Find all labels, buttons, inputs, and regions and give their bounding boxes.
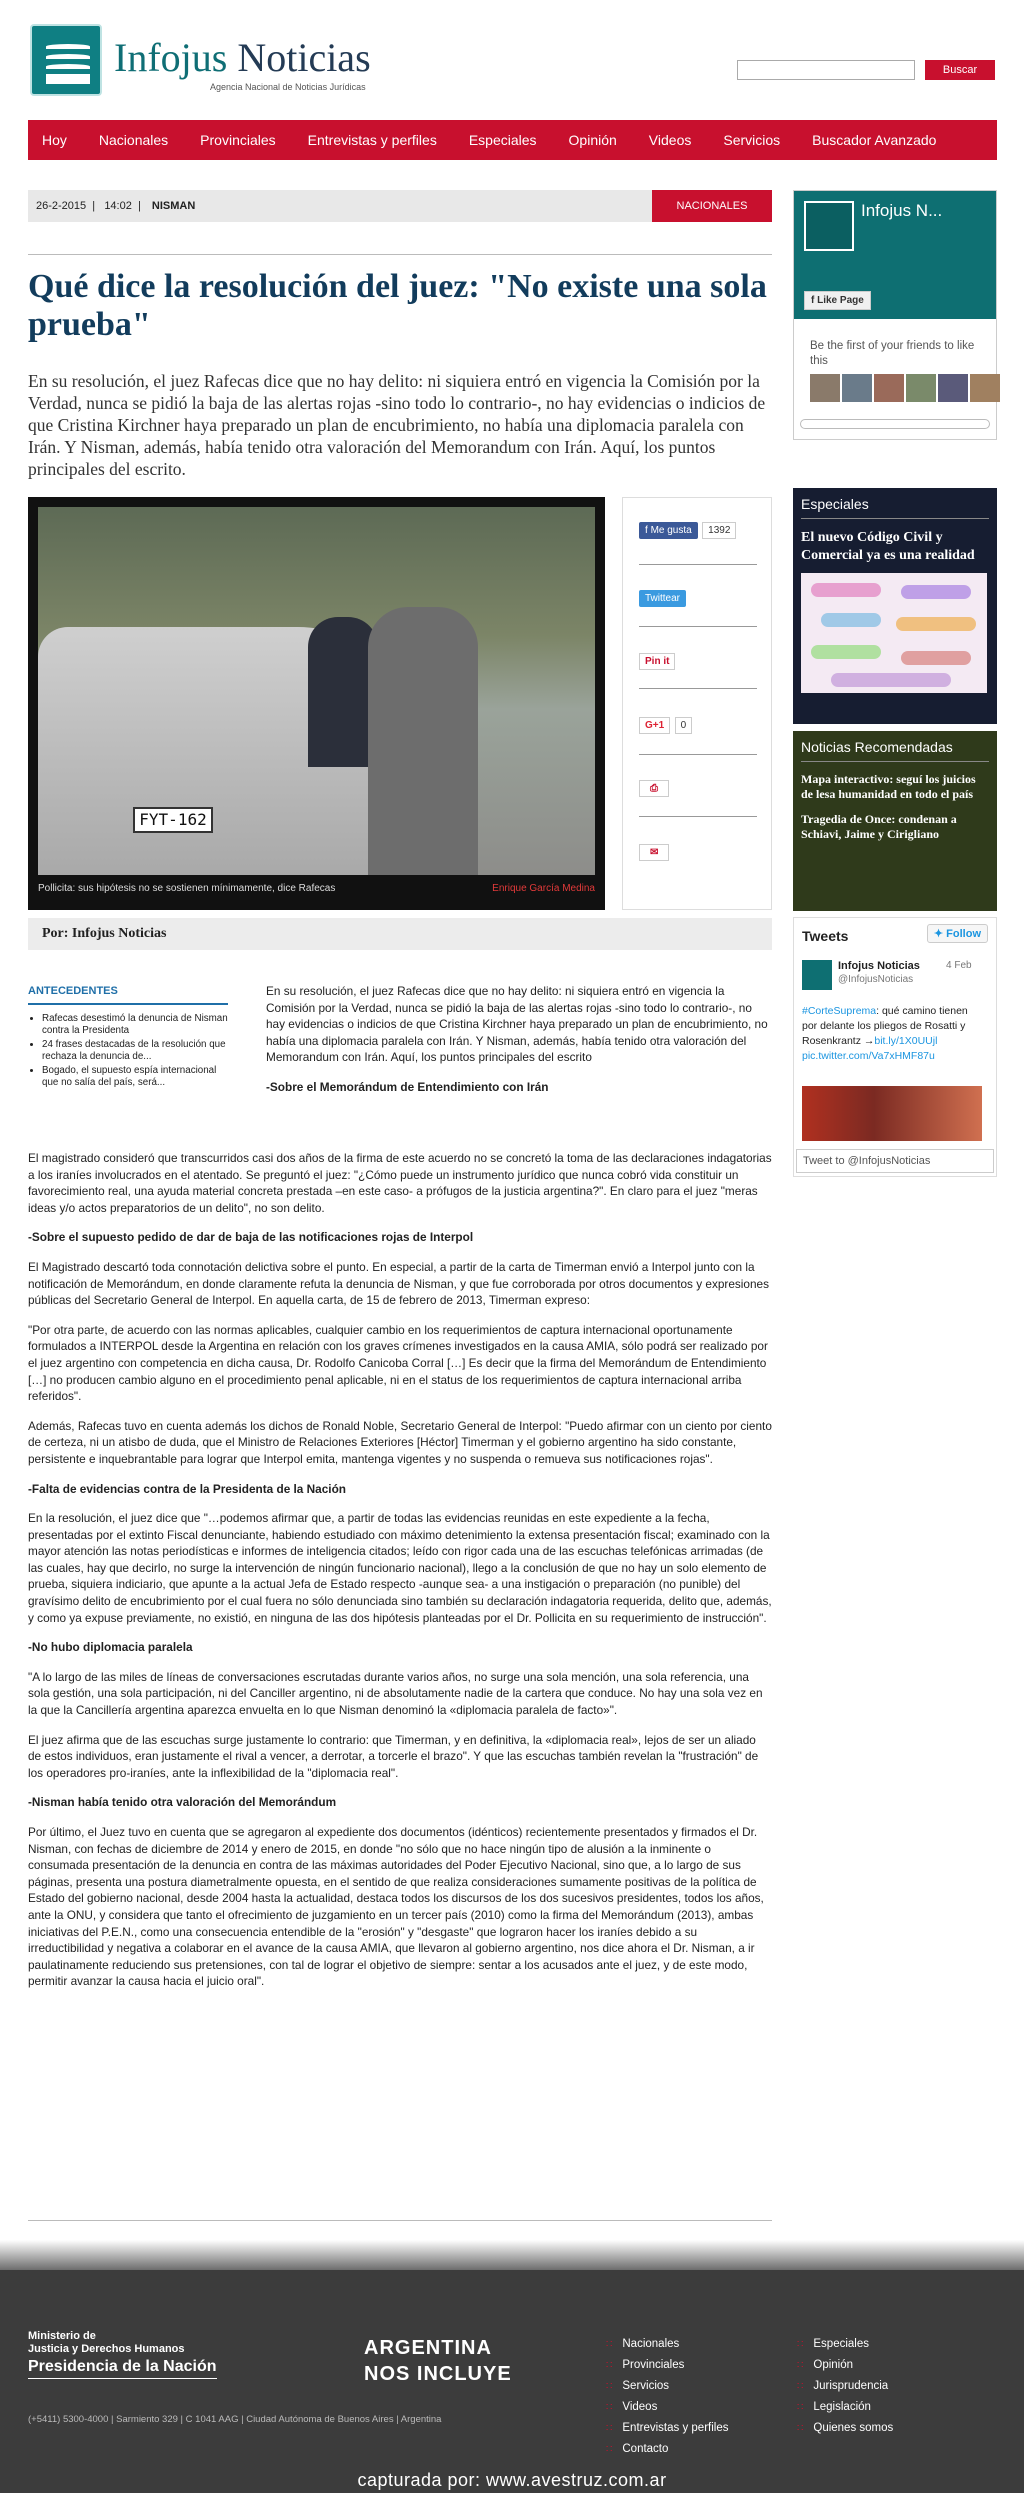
especiales-title[interactable]: El nuevo Código Civil y Comercial ya es una realidad bbox=[801, 530, 975, 563]
article-photo bbox=[28, 497, 605, 910]
antecedentes-box bbox=[28, 985, 228, 1091]
tweet-text: #CorteSuprema: qué camino tienen por delante los pliegos de Rosatti y Rosenkrantz →bit.ly/1X0UUjl pic.twitter.com/Va7xHMF87u bbox=[802, 1004, 982, 1064]
paragraph: Por último, el Juez tuvo en cuenta que se agregaron al expediente dos documentos (idénticos) recientemente presentados y firmados el Dr. Nisman, con fechas de diciembre de 2014 y enero de 2015, en donde "no sólo que no hace ningún tipo de alusión a la inminente o consumada presentación de la denuncia en contra de las máximas autoridades del Poder Ejecutivo Nacional, sino que, a lo largo de sus páginas, presenta una postura diametralmente opuesta, en el sentido de que realiza consideraciones sumamente positivas de la política de Estado del gobierno nacional, desde 2004 hasta la actualidad, destaca todos los discursos de los dos sucesivos presidentes, todos los años, ante la ONU, y considera que tanto el ofrecimiento de juzgamiento en un tercer país (2010) como la firma del Memorándum (2013), ambas iniciativas del P.E.N., como una consecuencia entendible de la "erosión" y "desgaste" que lograron hacer los iraníes debido a su irreductibilidad y negativa a colaborar en el avance de la causa AMIA, que llevaron al gobierno argentino, nos dice ahora el Dr. Nisman, a ir paulatinamente reduciendo sus pretensiones, con tal de lograr el objetivo de siempre: sentar a los acusados ante el juez, y de este modo, permitir avanzar la causa hacia el juicio oral". bbox=[28, 1825, 764, 1989]
tweet-to-input[interactable]: Tweet to @InfojusNoticias bbox=[796, 1149, 994, 1173]
facebook-page-widget bbox=[793, 190, 997, 440]
subheading: -Falta de evidencias contra de la Presidenta de la Nación bbox=[28, 1481, 346, 1496]
paragraph: En su resolución, el juez Rafecas dice que no hay delito: ni siquiera entró en vigencia la Comisión por la Verdad, nunca se pidió la baja de las alertas rojas -sino todo lo contrario-, no hay evidencias o indicios de que Cristina Kirchner haya preparado un plan de encubrimiento, no había una diplomacia paralela con Irán. Y Nisman, además, había tenido otra valoración del Memorandum con Irán. Aquí, los puntos principales del escrito bbox=[266, 984, 768, 1065]
photo-license-plate: FYT-162 bbox=[133, 807, 213, 833]
facebook-friends-text: Be the first of your friends to like this bbox=[810, 340, 975, 367]
recommended-heading: Noticias Recomendadas bbox=[801, 739, 989, 762]
photo-caption: Pollicita: sus hipótesis no se sostienen mínimamente, dice Rafecas bbox=[38, 883, 336, 894]
article-title: Qué dice la resolución del juez: "No existe una sola prueba" bbox=[28, 268, 767, 343]
site-logo[interactable] bbox=[30, 22, 410, 102]
nav-item[interactable]: Nacionales bbox=[98, 132, 169, 148]
tweet-body: : qué camino tienen por delante los pliegos de Rosatti y Rosenkrantz bbox=[802, 1005, 968, 1047]
tweet-date[interactable]: 4 Feb bbox=[946, 960, 972, 971]
friend-avatar[interactable] bbox=[906, 374, 936, 402]
footer-address: (+5411) 5300-4000 | Sarmiento 329 | C 1041 AAG | Ciudad Autónoma de Buenos Aires | Argentina bbox=[28, 2414, 442, 2425]
facebook-like-button[interactable]: f Me gusta bbox=[639, 522, 698, 539]
main-nav bbox=[28, 120, 997, 160]
photo-person bbox=[368, 607, 478, 875]
facebook-page-title[interactable]: Infojus N... bbox=[861, 201, 943, 220]
article-meta-bar bbox=[28, 190, 772, 222]
nav-item[interactable]: Opinión bbox=[568, 132, 617, 148]
pinterest-button[interactable]: Pin it bbox=[639, 653, 675, 670]
byline: Por: Infojus Noticias bbox=[28, 918, 772, 950]
tweets-heading: Tweets bbox=[802, 928, 849, 944]
tweet-link[interactable]: bit.ly/1X0UUjl bbox=[874, 1035, 938, 1047]
divider bbox=[28, 2220, 772, 2221]
friend-avatar[interactable] bbox=[842, 374, 872, 402]
section-badge[interactable]: NACIONALES bbox=[652, 190, 772, 222]
paragraph: El juez afirma que de las escuchas surge justamente lo contrario: que Timerman, y en definitiva, la «diplomacia real», lejos de ser un aliado de estos individuos, eran justamente el rival a vencer, a derrotar, a torcerle el brazo". Y que las escuchas también revelan la "frustración" de los operadores pro-iraníes, ante la inflexibilidad de la "diplomacia real". bbox=[28, 1732, 759, 1780]
google-plus-button[interactable]: G+1 bbox=[639, 717, 670, 734]
presidencia-logo[interactable]: Presidencia de la Nación bbox=[28, 2358, 217, 2379]
capture-credit: capturada por: www.avestruz.com.ar bbox=[357, 2470, 667, 2490]
recommended-link[interactable]: Mapa interactivo: seguí los juicios de lesa humanidad en todo el país bbox=[801, 772, 976, 801]
nav-item[interactable]: Videos bbox=[648, 132, 692, 148]
twitter-follow-button[interactable]: ✦ Follow bbox=[927, 924, 988, 943]
antecedentes-link[interactable]: • 24 frases destacadas de la resolución que rechaza la denuncia de... bbox=[42, 1039, 228, 1063]
facebook-friend-thumbs bbox=[810, 374, 1000, 402]
divider bbox=[639, 816, 757, 817]
divider bbox=[639, 564, 757, 565]
especiales-image[interactable] bbox=[801, 573, 987, 693]
footer-link[interactable]: ∷ Especiales bbox=[797, 2334, 893, 2355]
antecedentes-link[interactable]: • Rafecas desestimó la denuncia de Nisman contra la Presidenta bbox=[42, 1013, 228, 1037]
footer-link[interactable]: ∷ Provinciales bbox=[606, 2355, 728, 2376]
meta-separator: | bbox=[134, 200, 141, 212]
footer-link[interactable]: ∷ Legislación bbox=[797, 2397, 893, 2418]
subheading: -Sobre el supuesto pedido de dar de baja de las notificaciones rojas de Interpol bbox=[28, 1230, 474, 1245]
facebook-like-page-button[interactable]: f Like Page bbox=[804, 291, 871, 310]
brand-name: Infojus Noticias bbox=[114, 35, 371, 80]
facebook-widget-scrollbar[interactable] bbox=[800, 419, 990, 429]
article-body-intro bbox=[266, 983, 772, 1109]
footer-link[interactable]: ∷ Jurisprudencia bbox=[797, 2376, 893, 2397]
paragraph: El Magistrado descartó toda connotación delictiva sobre el punto. En especial, a partir de la carta de Timerman envió a Interpol junto con la notificación de Memorándum, en donde claramente refuta la denuncia de Nisman, y que fue corroborada por otros documentos y expresiones públicas del Secretario General de Interpol. En aquella carta, de 15 de febrero de 2013, Timerman expreso: bbox=[28, 1259, 770, 1308]
nav-item[interactable]: Buscador Avanzado bbox=[812, 132, 937, 148]
footer-link[interactable]: ∷ Quienes somos bbox=[797, 2418, 893, 2439]
divider bbox=[639, 626, 757, 627]
photo-image bbox=[38, 507, 595, 875]
tweet-author-handle[interactable]: @InfojusNoticias bbox=[838, 974, 914, 985]
twitter-timeline-widget bbox=[793, 917, 997, 1177]
especiales-box bbox=[793, 488, 997, 724]
google-plus-count: 0 bbox=[675, 717, 693, 734]
footer-link[interactable]: ∷ Opinión bbox=[797, 2355, 893, 2376]
footer-link[interactable]: ∷ Entrevistas y perfiles bbox=[606, 2418, 728, 2439]
print-icon[interactable]: ⎙ bbox=[639, 780, 669, 797]
share-column bbox=[622, 497, 772, 910]
footer-link[interactable]: ∷ Nacionales bbox=[606, 2334, 728, 2355]
article-body bbox=[28, 1150, 772, 2003]
antecedentes-link[interactable]: • Bogado, el supuesto espía internacional que no salía del país, será... bbox=[42, 1065, 228, 1089]
email-icon[interactable]: ✉ bbox=[639, 844, 669, 861]
subheading: -Nisman había tenido otra valoración del Memorándum bbox=[28, 1795, 337, 1810]
photo-credit: Enrique García Medina bbox=[492, 883, 595, 894]
tweet-media-link[interactable]: pic.twitter.com/Va7xHMF87u bbox=[802, 1050, 935, 1062]
facebook-like-count: 1392 bbox=[702, 522, 736, 539]
footer-links-col1 bbox=[606, 2334, 728, 2460]
ministry-logo[interactable]: Ministerio de Justicia y Derechos Humanos bbox=[28, 2330, 185, 2355]
footer bbox=[0, 2270, 1024, 2493]
article-lead: En su resolución, el juez Rafecas dice que no hay delito: ni siquiera entró en vigencia la Comisión por la Verdad, nunca se pidió la baja de las alertas rojas -sino todo lo contrario-, no hay evidencias o indicios de que Cristina Kirchner haya preparado un plan de encubrimiento, no había una diplomacia paralela con Irán. Y Nisman, además, había tenido otra valoración del Memorandum con Irán. Aquí, los puntos principales del escrito. bbox=[28, 371, 766, 479]
paragraph: En la resolución, el juez dice que "…podemos afirmar que, a partir de todas las evidencias reunidas en este expediente a la fecha, presentadas por el extinto Fiscal denunciante, habiendo estudiado con máximo detenimiento la extensa presentación fiscal; examinado con la mayor atención las notas periodísticas e informes de inteligencia citados; leído con rigor cada una de las escuchas telefónicas arrimadas (de las cuales, hay que decirlo, no surge la intervención de ningún funcionario nacional), llego a la conclusión de que no hay un solo elemento de prueba, siquiera indiciario, que apunte a la actual Jefa de Estado respecto -aunque sea- a una instigación o preparación (no punible) del gravísimo delito de encubrimiento por el cual fuera no sólo denunciada sino también su declaración indagatoria requerida, delito que, además, y como ya expuse previamente, no existió, en ninguna de las dos hipótesis planteadas por el Dr. Pollicita en su requerimiento de instrucción". bbox=[28, 1511, 772, 1625]
facebook-cover[interactable] bbox=[794, 191, 996, 319]
especiales-heading: Especiales bbox=[801, 496, 989, 519]
friend-avatar[interactable] bbox=[874, 374, 904, 402]
argentina-logo: ARGENTINA NOS INCLUYE bbox=[364, 2337, 512, 2385]
paragraph: Además, Rafecas tuvo en cuenta además los dichos de Ronald Noble, Secretario General de Interpol: "Puedo afirmar con un ciento por ciento de certeza, ni un atisbo de duda, que el Ministro de Relaciones Exteriores [Héctor] Timerman y el gobierno argentino ha sido constante, persistente e inquebrantable para lograr que Interpol emita, mantenga vigentes y no suspenda o remueva sus notificaciones rojas". bbox=[28, 1418, 772, 1466]
brand-tagline: Agencia Nacional de Noticias Jurídicas bbox=[210, 82, 366, 92]
logo-book-icon bbox=[30, 24, 102, 96]
footer-links-col2 bbox=[797, 2334, 893, 2439]
meta-separator: | bbox=[89, 200, 102, 212]
nav-item[interactable]: Hoy bbox=[42, 132, 67, 148]
divider bbox=[28, 254, 772, 255]
paragraph: El magistrado consideró que transcurridos casi dos años de la firma de este acuerdo no se concretó la toma de las declaraciones indagatorias a los iraníes involucrados en el atentado. Se preguntó el juez: "¿Cómo puede un instrumento jurídico que nunca cobró vida constituir un favorecimiento real, una ayuda material concreta prestada –en este caso- a prófugos de la justicia argentina?". En claro para el juez "meras ideas y/o actos preparatorios de un delito", no son delito. bbox=[28, 1151, 772, 1215]
paragraph: "Por otra parte, de acuerdo con las normas aplicables, cualquier cambio en los requerimientos de captura internacional oportunamente formulados a INTERPOL desde la Argentina en relación con los graves crímenes investigados en la causa AMIA, sólo podrá ser realizado por el juez argentino con competencia en dicha causa, Dr. Rodolfo Canicoba Corral […] Es decir que la firma del Memorándum de Entendimiento […] no producen cambio alguno en el procedimiento penal aplicable, ni en el status de los requerimientos de captura internacional arriba referidos". bbox=[28, 1322, 768, 1404]
divider bbox=[639, 688, 757, 689]
friend-avatar[interactable] bbox=[810, 374, 840, 402]
footer-link[interactable]: ∷ Servicios bbox=[606, 2376, 728, 2397]
facebook-page-avatar bbox=[804, 201, 854, 251]
nav-item[interactable]: Provinciales bbox=[200, 132, 276, 148]
tweet-hashtag[interactable]: #CorteSuprema bbox=[802, 1005, 877, 1017]
subheading: -Sobre el Memorándum de Entendimiento con Irán bbox=[266, 1079, 549, 1094]
friend-avatar[interactable] bbox=[938, 374, 968, 402]
article-tag[interactable]: NISMAN bbox=[151, 200, 196, 212]
nav-item[interactable]: Servicios bbox=[723, 132, 781, 148]
nav-item[interactable]: Entrevistas y perfiles bbox=[307, 132, 437, 148]
article-date: 26-2-2015 bbox=[36, 200, 87, 212]
friend-avatar[interactable] bbox=[970, 374, 1000, 402]
tweet-button[interactable]: Twittear bbox=[639, 590, 686, 607]
tweet-media-image[interactable] bbox=[802, 1086, 982, 1141]
paragraph: "A lo largo de las miles de líneas de conversaciones escrutadas durante varios años, no surge una sola mención, una sola referencia, una sola gestión, una sola participación, ni del Canciller argentino, ni de absolutamente nadie de la cartera que conduce. No hay una sola vez en la que la Cancillería argentina aparezca envuelta en lo que Nisman denominó la «diplomacia paralela de facto»". bbox=[28, 1669, 763, 1718]
divider bbox=[639, 754, 757, 755]
tweet-avatar[interactable] bbox=[802, 960, 832, 990]
recommended-link[interactable]: Tragedia de Once: condenan a Schiavi, Jaime y Cirigliano bbox=[801, 812, 957, 841]
nav-item[interactable]: Especiales bbox=[468, 132, 537, 148]
footer-link[interactable]: ∷ Videos bbox=[606, 2397, 728, 2418]
search-input[interactable] bbox=[737, 60, 915, 80]
recommended-news-box bbox=[793, 731, 997, 911]
article-time: 14:02 bbox=[104, 200, 132, 212]
footer-link[interactable]: ∷ Contacto bbox=[606, 2439, 728, 2460]
twitter-bird-icon: ✦ bbox=[933, 928, 944, 940]
antecedentes-list bbox=[28, 1013, 228, 1089]
tweet-author-name[interactable]: Infojus Noticias bbox=[838, 960, 920, 972]
antecedentes-heading: ANTECEDENTES bbox=[28, 985, 228, 1005]
search-button[interactable]: Buscar bbox=[925, 60, 995, 80]
subheading: -No hubo diplomacia paralela bbox=[28, 1640, 193, 1655]
